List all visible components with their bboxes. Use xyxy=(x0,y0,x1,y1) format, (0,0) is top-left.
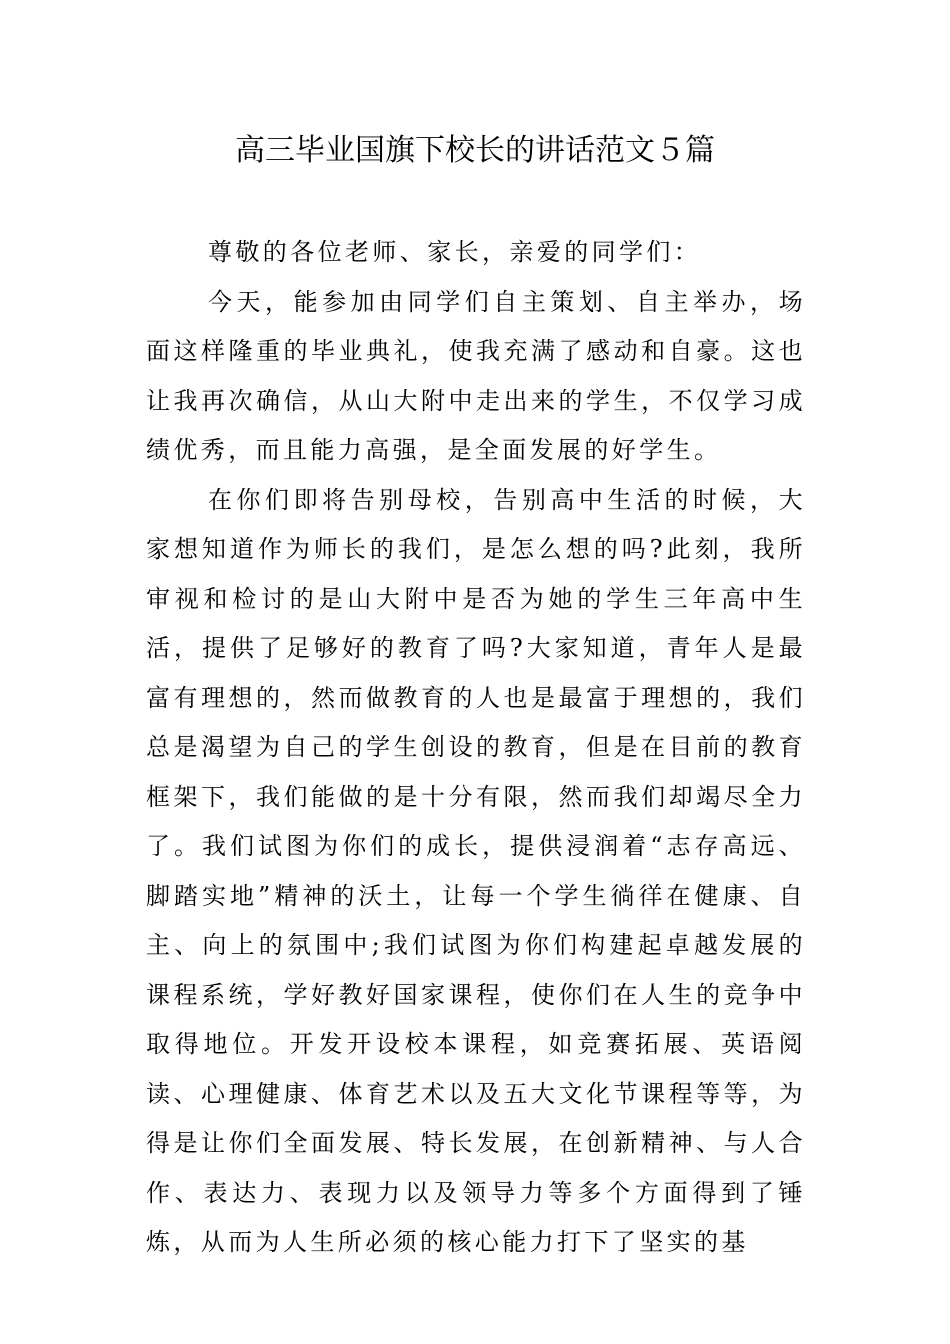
paragraph-2: 在你们即将告别母校，告别高中生活的时候，大家想知道作为师长的我们，是怎么想的吗?此刻，我所审视和检讨的是山大附中是否为她的学生三年高中生活，提供了足够好的教育了吗?大家知道，青年人是最富有理想的，然而做教育的人也是最富于理想的，我们总是渴望为自己的学生创设的教育，但是在目前的教育框架下，我们能做的是十分有限，然而我们却竭尽全力了。我们试图为你们的成长，提供浸润着“志存高远、脚踏实地”精神的沃土，让每一个学生徜徉在健康、自主、向上的氛围中;我们试图为你们构建起卓越发展的课程系统，学好教好国家课程，使你们在人生的竞争中取得地位。开发开设校本课程，如竞赛拓展、英语阅读、心理健康、体育艺术以及五大文化节课程等等，为得是让你们全面发展、特长发展，在创新精神、与人合作、表达力、表现力以及领导力等多个方面得到了锤炼，从而为人生所必须的核心能力打下了坚实的基 xyxy=(146,485,806,1256)
document-title: 高三毕业国旗下校长的讲话范文５篇 xyxy=(235,133,715,168)
document-body xyxy=(146,228,806,1268)
paragraph-1: 今天，能参加由同学们自主策划、自主举办，场面这样隆重的毕业典礼，使我充满了感动和自豪。这也让我再次确信，从山大附中走出来的学生，不仅学习成绩优秀，而且能力高强，是全面发展的好学生。 xyxy=(146,287,806,464)
greeting-paragraph: 尊敬的各位老师、家长，亲爱的同学们： xyxy=(208,238,702,266)
